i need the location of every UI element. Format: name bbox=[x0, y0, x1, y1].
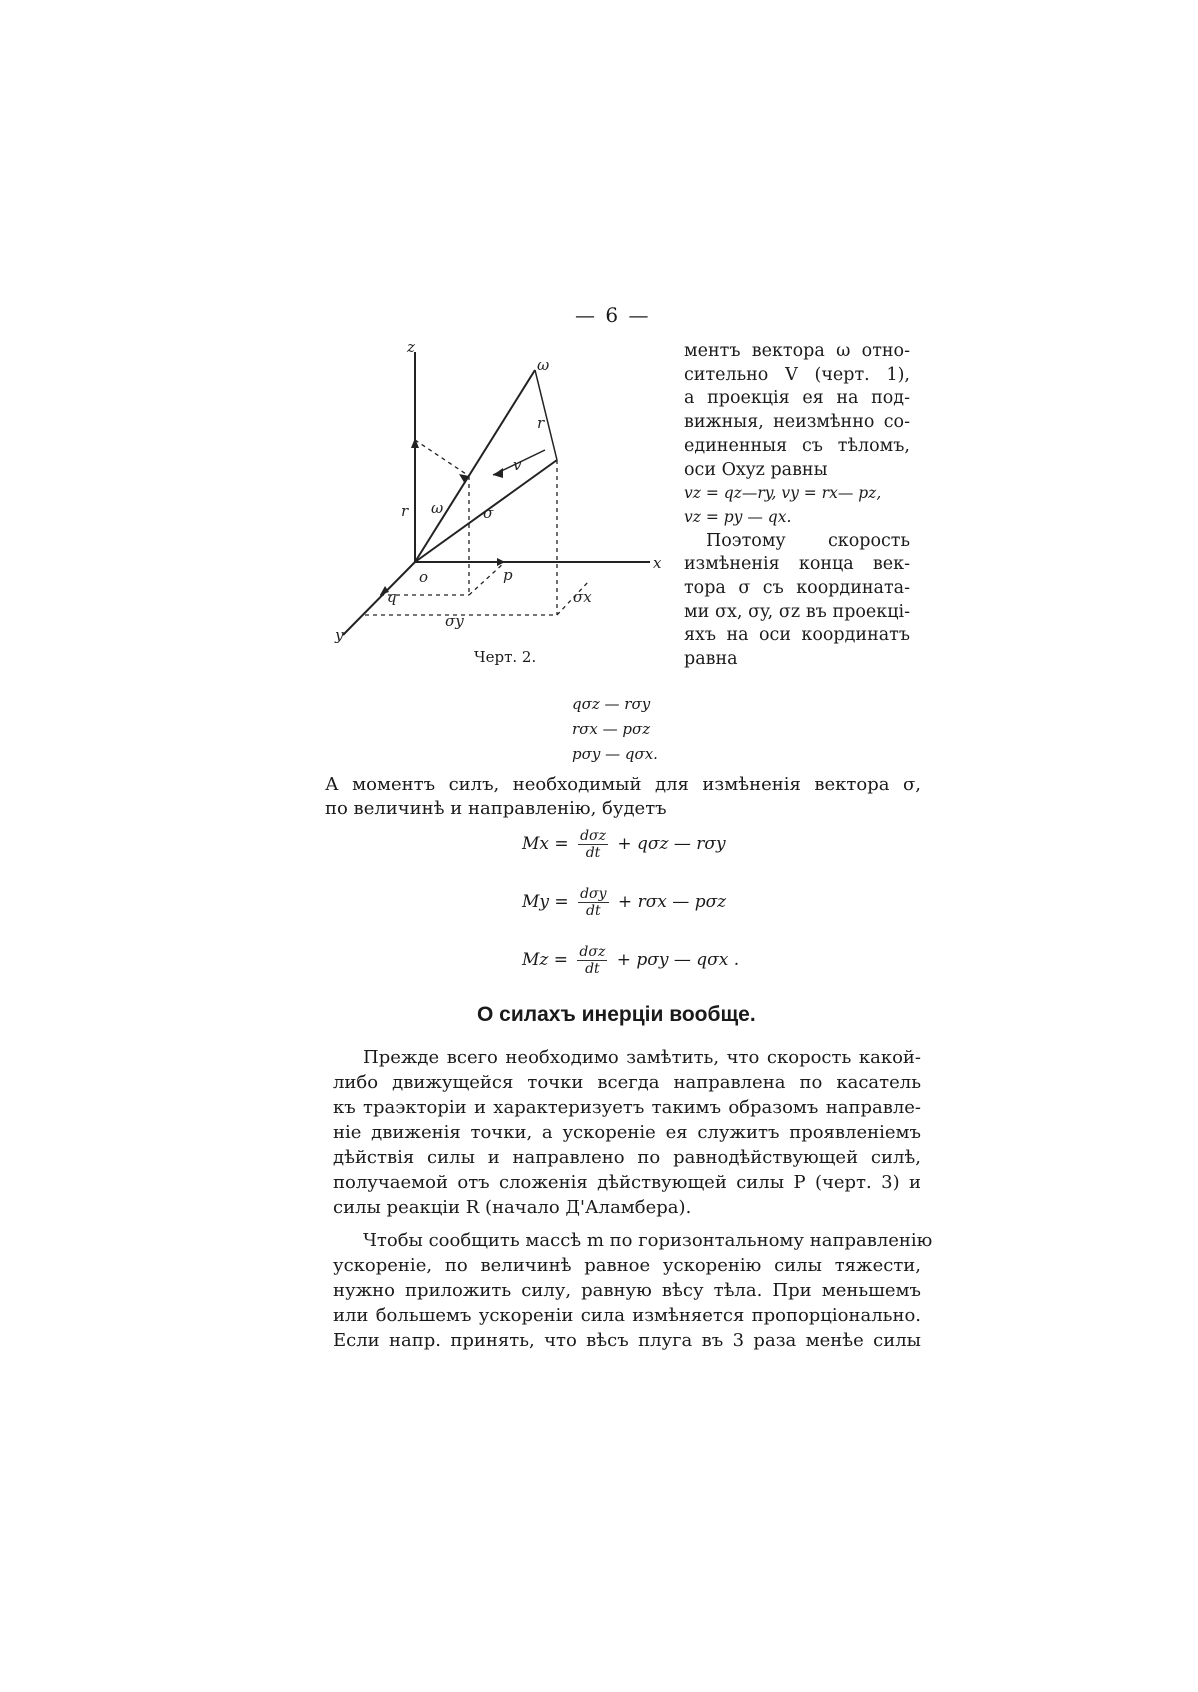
side-line: измѣненія конца век- bbox=[684, 554, 910, 575]
dash-z-proj bbox=[415, 440, 469, 476]
v-arrow-head bbox=[493, 468, 503, 478]
paragraph-line: Чтобы сообщить массѣ m по горизонтальному направленію bbox=[363, 1230, 933, 1251]
page-number: — 6 — bbox=[575, 303, 651, 327]
paragraph-line: или большемъ ускореніи сила измѣняется пропорціонально. bbox=[333, 1305, 921, 1326]
paragraph-3 bbox=[333, 1228, 933, 1353]
paragraph-line: получаемой отъ сложенія дѣйствующей силы P (черт. 3) и bbox=[333, 1172, 921, 1193]
z-axis-label: z bbox=[407, 340, 415, 356]
paragraph-line: къ траэкторіи и характеризуетъ такимъ образомъ направле- bbox=[333, 1097, 921, 1118]
q-label: q bbox=[387, 588, 397, 606]
figure-caption: Черт. 2. bbox=[474, 648, 537, 666]
paragraph-line: ніе движенія точки, а ускореніе ея служитъ проявленіемъ bbox=[333, 1122, 921, 1143]
small-equation: rσx — pσz bbox=[572, 720, 651, 738]
dash-p bbox=[469, 562, 505, 595]
r-left-label: r bbox=[401, 502, 409, 520]
small-equation: qσz — rσy bbox=[572, 695, 651, 713]
side-line: Поэтому скорость bbox=[706, 530, 910, 551]
paragraph-1-line-1: А моментъ силъ, необходимый для измѣненія вектора σ, bbox=[325, 774, 921, 795]
small-equations bbox=[572, 692, 658, 767]
paragraph-1-line-2: по величинѣ и направленію, будетъ bbox=[325, 798, 667, 819]
paragraph-line: Прежде всего необходимо замѣтить, что скорость какой- bbox=[363, 1047, 921, 1068]
paragraph-line: Если напр. принять, что вѣсъ плуга въ 3 раза менѣе силы bbox=[333, 1330, 921, 1351]
y-axis-label: y bbox=[335, 626, 344, 644]
moment-equation-x: Mx = $\frac{\text{dσz}}{dt} + q\sigma z$ — rσy bbox=[522, 828, 726, 861]
side-formula: vz = py — qx. bbox=[684, 507, 792, 526]
side-line: равна bbox=[684, 649, 738, 670]
y-axis-line bbox=[343, 562, 415, 635]
side-line: оси Oxyz равны bbox=[684, 459, 828, 480]
p-label: p bbox=[503, 566, 513, 584]
side-line: яхъ на оси координатъ bbox=[684, 625, 910, 646]
paragraph-line: ускореніе, по величинѣ равное ускоренію силы тяжести, bbox=[333, 1255, 921, 1276]
moment-equation-z: Mz = $\frac{\text{dσz}}{dt} + p\sigma y$ — qσx . bbox=[522, 944, 740, 977]
side-line: а проекція ея на под- bbox=[684, 388, 910, 409]
x-axis-label: x bbox=[653, 554, 662, 572]
v-label: v bbox=[513, 456, 522, 474]
origin-label: o bbox=[419, 568, 429, 586]
side-line: сительно V (черт. 1), bbox=[684, 364, 910, 385]
omega-small-label: ω bbox=[431, 499, 444, 517]
sigma-label: σ bbox=[483, 504, 494, 522]
sigma-x-label: σx bbox=[573, 588, 592, 606]
sigma-y-label: σy bbox=[445, 612, 464, 630]
paragraph-2 bbox=[333, 1045, 921, 1220]
r-top-label: r bbox=[537, 414, 545, 432]
side-line: ментъ вектора ω отно- bbox=[684, 341, 910, 361]
paragraph-line: либо движущейся точки всегда направлена по касатель bbox=[333, 1072, 921, 1093]
moment-equation-y: My = $\frac{\text{dσy}}{dt} + r\sigma x$ — pσz bbox=[522, 886, 727, 919]
side-text bbox=[684, 340, 910, 672]
side-formula: vz = qz—ry, vy = rx— pz, bbox=[684, 484, 882, 503]
side-line: тора σ съ координата- bbox=[684, 578, 910, 599]
paragraph-line: силы реакціи R (начало Д'Аламбера). bbox=[333, 1197, 692, 1218]
side-line: единенныя съ тѣломъ, bbox=[684, 435, 910, 456]
figure-diagram bbox=[325, 340, 685, 650]
paragraph-line: дѣйствія силы и направлено по равнодѣйствующей силѣ, bbox=[333, 1147, 921, 1168]
small-equation: pσy — qσx. bbox=[572, 745, 658, 763]
side-line: ми σx, σy, σz въ проекці- bbox=[684, 601, 910, 622]
z-arrow-head bbox=[411, 438, 419, 448]
paragraph-line: нужно приложить силу, равную вѣсу тѣла. При меньшемъ bbox=[333, 1280, 921, 1301]
section-heading: О силахъ инерціи вообще. bbox=[477, 1003, 756, 1026]
side-line: вижныя, неизмѣнно со- bbox=[684, 412, 910, 433]
omega-label: ω bbox=[537, 356, 550, 374]
